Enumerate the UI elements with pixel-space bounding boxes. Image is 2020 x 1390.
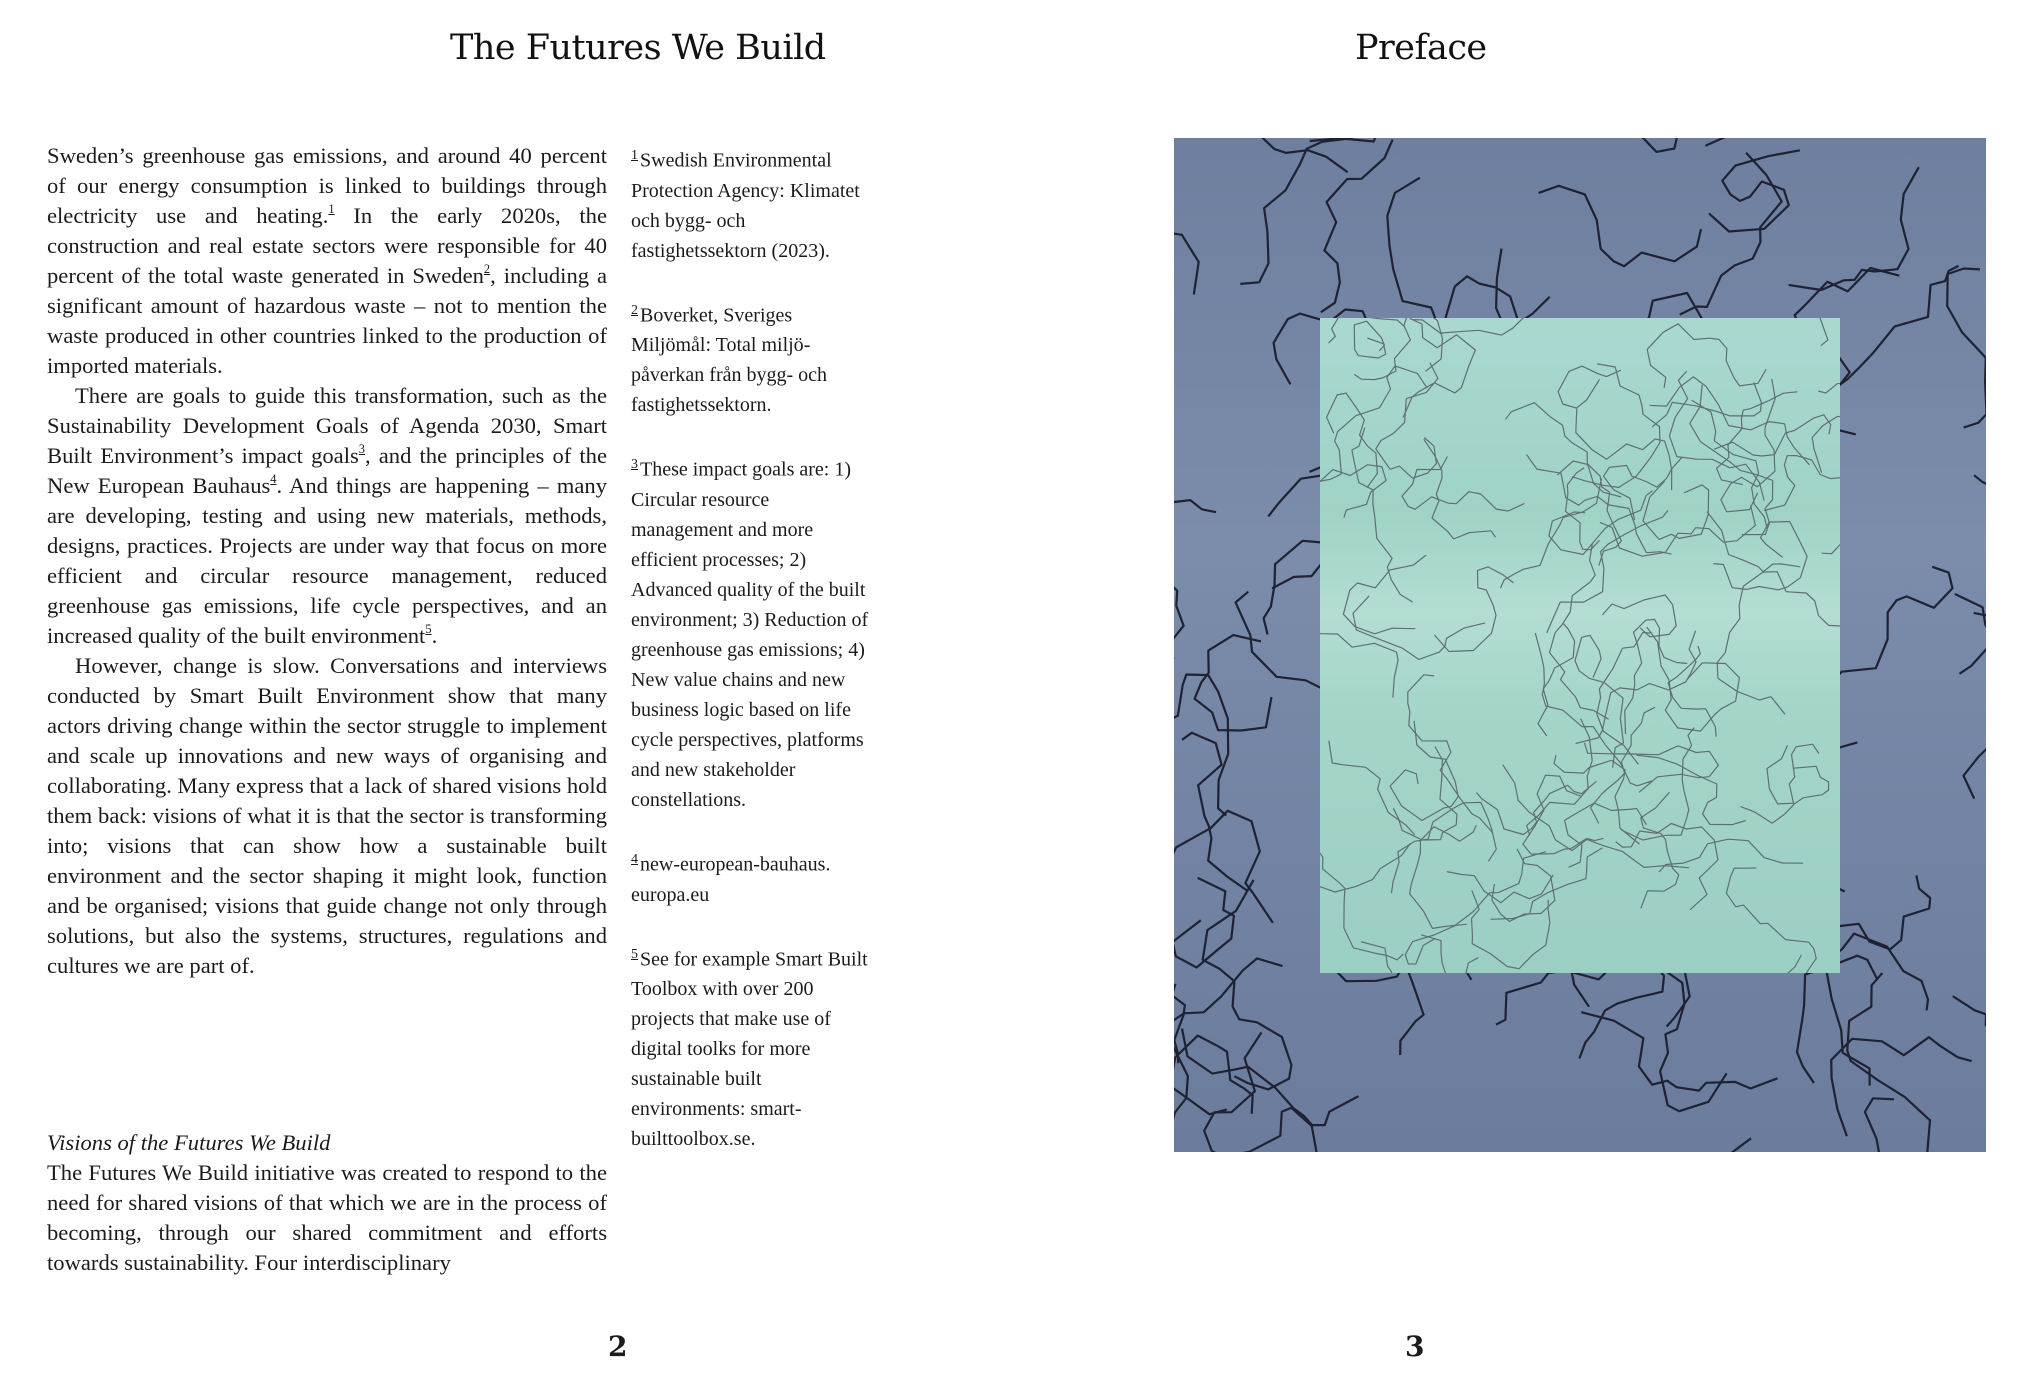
- section-visions: [47, 1128, 607, 1278]
- leaf-line: [1717, 392, 1798, 485]
- section-heading: Visions of the Futures We Build: [47, 1130, 331, 1155]
- footnote-ref-2[interactable]: 2: [483, 262, 491, 277]
- leaf-line: [1707, 512, 1840, 627]
- footnote-ref-5[interactable]: 5: [425, 622, 432, 637]
- leaf-line: [1643, 481, 1709, 539]
- page-number-left: 2: [608, 1330, 628, 1363]
- leaf-line: [1174, 958, 1283, 1063]
- leaf-line: [1831, 1037, 1971, 1136]
- leaf-line: [1600, 506, 1756, 557]
- leaf-line: [1336, 318, 1442, 371]
- leaf-line: [1821, 266, 1958, 435]
- leaf-line: [1637, 138, 1738, 152]
- running-title-right: Preface: [1355, 28, 1487, 68]
- text-run: .: [431, 623, 438, 648]
- leaf-line: [1174, 496, 1216, 659]
- body-paragraph-2: [47, 381, 607, 651]
- section-text: The Futures We Build initiative was created to respond to the need for shared visions of that which we are in the process of becoming, through our shared commitment and efforts towards sustainability. Four interdisciplinary: [47, 1160, 607, 1275]
- leaf-line: [1390, 721, 1458, 821]
- leaf-line: [1195, 635, 1272, 730]
- footnote-number: 3: [631, 457, 638, 473]
- leaf-line: [1174, 984, 1188, 1148]
- leaf-line: [1641, 792, 1679, 908]
- leaf-line: [1240, 138, 1376, 284]
- footnote-text: Swedish Environmental Protection Agency: Klimatet och bygg- och fastighetssektorn (2023).: [631, 149, 860, 262]
- leaf-line: [1789, 167, 1919, 290]
- leaf-line: [1448, 958, 1522, 973]
- leaf-line: [1320, 606, 1398, 697]
- inner-line-pattern: [1320, 318, 1840, 973]
- leaf-line: [1527, 455, 1672, 554]
- leaf-line: [1320, 465, 1386, 518]
- leaf-line: [1669, 371, 1764, 500]
- footnote-ref-1[interactable]: 1: [328, 202, 335, 217]
- leaf-line: [1764, 456, 1840, 511]
- leaf-line: [1604, 458, 1682, 520]
- leaf-line: [1767, 745, 1829, 804]
- leaf-line: [1327, 393, 1378, 488]
- inner-panel: [1320, 318, 1840, 973]
- leaf-line: [1576, 409, 1672, 491]
- leaf-line: [1825, 934, 1928, 1086]
- leaf-line: [1393, 747, 1457, 841]
- leaf-line: [1680, 153, 1782, 315]
- footnote-2: [631, 296, 871, 421]
- footnote-text: These impact goals are: 1) Circular resource management and more efficient processes; 2) Advanced quality of the built environment; 3) Reduction of greenhouse gas emissions; 4) New value chains and new business logic based on life cycle perspectives, platforms and new stakeholder constellations.: [631, 459, 869, 812]
- footnote-number: 4: [631, 852, 638, 868]
- leaf-line: [1321, 140, 1393, 313]
- footnote-5: [631, 940, 871, 1155]
- text-run: There are goals to guide this transformation, such as the Sustainability Development Goals of Agenda 2030, Smart Built Environment’s impact goals: [47, 383, 607, 468]
- leaf-line: [1500, 479, 1601, 589]
- leaf-line: [1721, 379, 1775, 512]
- leaf-line: [1447, 872, 1553, 903]
- leaf-line: [1329, 741, 1415, 835]
- footnote-text: See for example Smart Built Toolbox with over 200 projects that make use of digital toolks for more sustainable built environments: smartbuilttoolbox.se.: [631, 948, 868, 1151]
- footnote-number: 2: [631, 302, 638, 318]
- leaf-line: [1402, 457, 1524, 512]
- page-number-right: 3: [1405, 1330, 1425, 1363]
- leaf-line: [1947, 269, 1986, 428]
- leaf-line: [1477, 781, 1597, 834]
- footnote-ref-3[interactable]: 3: [358, 442, 365, 457]
- footnotes-column: [631, 141, 871, 1184]
- leaf-line: [1403, 318, 1475, 417]
- body-text-column: [47, 141, 607, 981]
- footnote-number: 1: [631, 148, 638, 163]
- leaf-line: [1203, 880, 1292, 1090]
- leaf-line: [1174, 675, 1228, 816]
- leaf-line: [1782, 955, 1840, 973]
- leaf-line: [1352, 428, 1413, 603]
- leaf-line: [1538, 624, 1575, 736]
- footnote-4: [631, 845, 871, 910]
- text-run: . And things are happening – many are developing, testing and using new materials, methods, designs, practices. Projects are under way that focus on more efficient and circular resource management, reduced greenhouse gas emissions, life cycle perspectives, and an increased quality of the built environment: [47, 473, 607, 648]
- leaf-line: [1572, 364, 1660, 488]
- leaf-line: [1320, 847, 1403, 960]
- footnote-1: [631, 141, 871, 266]
- leaf-line: [1668, 646, 1716, 737]
- leaf-line: [1812, 389, 1840, 473]
- leaf-line: [1204, 1033, 1318, 1153]
- footnote-3: [631, 450, 871, 815]
- leaf-line: [1413, 318, 1529, 335]
- body-paragraph-3: However, change is slow. Conversations and interviews conducted by Smart Built Environment show that many actors driving change within the sector struggle to implement and scale up innovations and new ways of organising and collaborating. Many express that a lack of shared visions hold them back: visions of what it is that the sector is transforming into; visions that can show how a sustainable built environment and the sector shaping it might look, function and be organised; visions that guide change not only through solutions, but also the systems, structures, regulations and cultures we are part of.: [47, 653, 607, 978]
- leaf-line: [1647, 627, 1740, 731]
- leaf-line: [1376, 363, 1438, 479]
- leaf-line: [1688, 1138, 1793, 1152]
- footnote-text: new-european-bauhaus. europa.eu: [631, 853, 831, 906]
- leaf-line: [1405, 852, 1546, 964]
- running-title-left: The Futures We Build: [450, 28, 826, 68]
- leaf-line: [1343, 555, 1426, 634]
- leaf-line: [1585, 743, 1719, 793]
- leaf-line: [1647, 324, 1766, 388]
- leaf-line: [1760, 318, 1831, 346]
- leaf-line: [1320, 366, 1427, 504]
- leaf-line: [1565, 803, 1647, 867]
- leaf-line: [1953, 996, 1986, 1089]
- leaf-line: [1174, 233, 1199, 339]
- leaf-line: [1602, 595, 1676, 637]
- leaf-line: [1182, 1029, 1359, 1126]
- text-run: In the early 2020s, the construction and real estate sectors were responsible for 40 percent of the total waste generated in Sweden: [47, 203, 607, 288]
- body-paragraph-1: [47, 141, 607, 381]
- leaf-line: [1974, 459, 1986, 544]
- leaf-line: [1182, 733, 1248, 891]
- leaf-line: [1353, 596, 1485, 660]
- leaf-line: [1472, 890, 1550, 968]
- leaf-line: [1726, 868, 1816, 973]
- text-run: , including a significant amount of hazardous waste – not to mention the waste produced in other countries linked to the production of imported materials.: [47, 263, 607, 378]
- leaf-line: [1865, 1098, 1932, 1152]
- leaf-line: [1637, 755, 1746, 824]
- leaf-line: [1354, 321, 1385, 358]
- leaf-line: [1527, 719, 1593, 836]
- cover-artwork: [1174, 138, 1986, 1152]
- leaf-line: [1692, 400, 1768, 529]
- leaf-line: [1823, 567, 1952, 692]
- leaf-line: [1320, 942, 1395, 973]
- leaf-line: [1714, 415, 1831, 456]
- leaf-line: [1960, 633, 1987, 799]
- leaf-line: [1190, 138, 1348, 172]
- leaf-line: [1822, 540, 1840, 582]
- leaf-line: [1558, 366, 1621, 408]
- footnote-number: 5: [631, 946, 638, 962]
- footnote-text: Boverket, Sveriges Miljömål: Total miljöpåverkan från bygg- och fastighetssektorn.: [631, 304, 828, 417]
- leaf-line: [1741, 744, 1819, 823]
- leaf-line: [1539, 186, 1701, 266]
- leaf-line: [1713, 522, 1807, 590]
- text-run: Sweden’s greenhouse gas emissions, and around 40 percent of our energy consumption is linked to buildings through electricity use and heating.: [47, 143, 607, 228]
- leaf-line: [1652, 383, 1761, 427]
- footnote-ref-4[interactable]: 4: [270, 472, 277, 487]
- leaf-line: [1329, 318, 1411, 380]
- text-run: , and the principles of the New European Bauhaus: [47, 443, 607, 498]
- leaf-line: [1387, 178, 1496, 335]
